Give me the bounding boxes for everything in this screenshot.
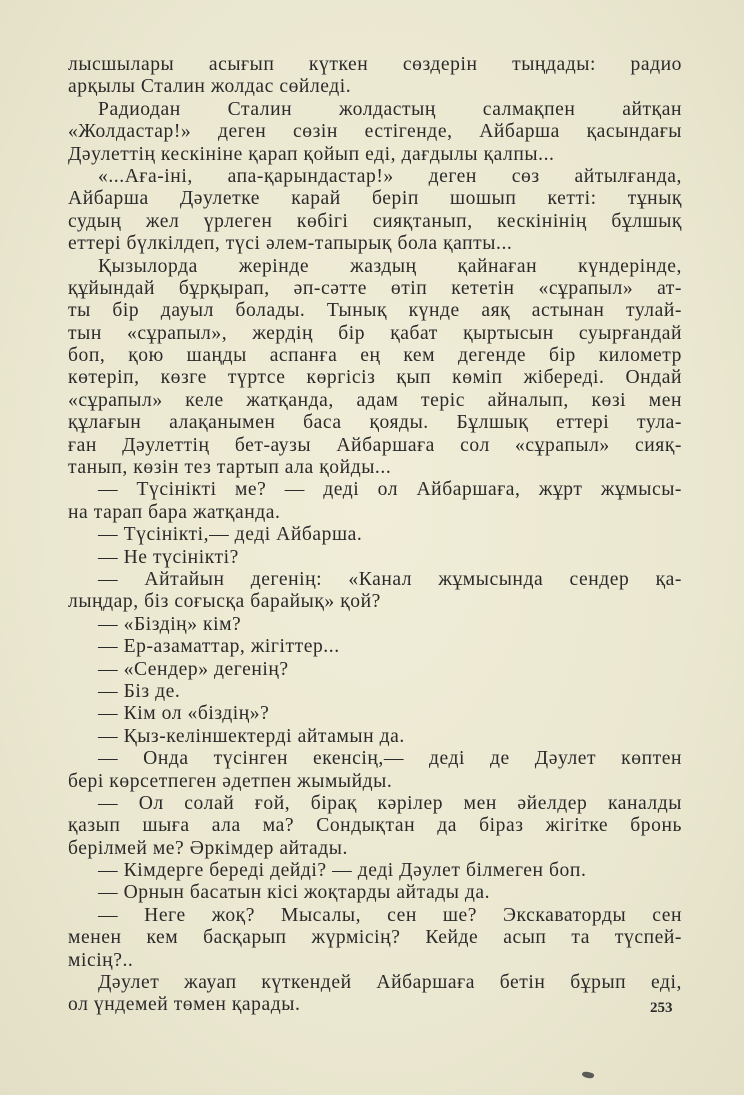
text-line: құйындай бұрқырап, әп-сәтте өтіп кететін «сұрапыл» ат- [68, 277, 682, 299]
text-line: Айбарша Дәулетке карай беріп шошып кетті: тұнық [68, 188, 682, 210]
text-line: танып, көзін тез тартып ала қойды... [68, 457, 392, 479]
text-line: Радиодан Сталин жолдастың салмақпен айтқан [98, 98, 682, 120]
text-line: тын «сұрапыл», жердің бір қабат қыртысын суырғандай [68, 322, 682, 344]
text-line: лыңдар, біз соғысқа барайық» қой? [68, 591, 381, 613]
text-line: ол үндемей төмен қарады. [68, 994, 301, 1016]
text-line: — Біз де. [98, 680, 181, 702]
text-line: — Ол солай ғой, бірақ кәрілер мен әйелдер каналды [98, 792, 682, 814]
text-line: — Түсінікті ме? — деді ол Айбаршаға, жұрт жұмысы- [98, 479, 682, 501]
text-line: — Қыз-келіншектерді айтамын да. [98, 725, 405, 747]
page-number: 253 [650, 1000, 673, 1016]
text-line: берілмей ме? Әркімдер айтады. [68, 837, 348, 859]
ink-smudge [581, 1071, 594, 1080]
text-line: — Ер-азаматтар, жігіттер... [98, 636, 340, 658]
text-line: — «Біздің» кім? [98, 613, 242, 635]
text-line: — Орнын басатын кісі жоқтарды айтады да. [98, 882, 491, 904]
page-text [68, 54, 682, 1017]
text-line: — Неге жоқ? Мысалы, сен ше? Экскаваторды сен [98, 904, 682, 926]
text-line: еттері бүлкілдеп, түсі әлем-тапырық бола қапты... [68, 233, 513, 255]
text-line: — Кім ол «біздің»? [98, 703, 270, 725]
text-line: — Айтайын дегенің: «Канал жұмысында сендер қа- [98, 568, 682, 590]
text-line: лысшылары асығып күткен сөздерін тыңдады: радио [68, 54, 682, 75]
text-line: «сұрапыл» келе жатқанда, адам теріс айналып, көзі мен [68, 389, 682, 411]
text-line: боп, қою шаңды аспанға ең кем дегенде бір километр [68, 345, 682, 367]
text-line: Дәулеттің кескініне қарап қойып еді, дағдылы қалпы... [68, 143, 555, 165]
text-line: судың жел үрлеген көбігі сияқтанып, кескінінің бұлшық [68, 210, 682, 232]
text-line: — Түсінікті,— деді Айбарша. [98, 524, 363, 546]
text-line: құлағын алақанымен баса қояды. Бұлшық еттері тула- [68, 412, 682, 434]
text-line: менен кем басқарып жүрмісің? Кейде асып та түспей- [68, 927, 682, 949]
text-line: «Жолдастар!» деген сөзін естігенде, Айбарша қасындағы [68, 121, 682, 143]
text-line: — Кімдерге береді дейді? — деді Дәулет білмеген боп. [98, 860, 587, 882]
text-line: «...Аға-іні, апа-қарындастар!» деген сөз айтылғанда, [98, 165, 682, 187]
text-line: қазып шыға ала ма? Сондықтан да біраз жігітке бронь [68, 815, 682, 837]
text-line: на тарап бара жатқанда. [68, 501, 281, 523]
text-line: ты бір дауыл болады. Тынық күнде аяқ астынан тулай- [68, 300, 682, 322]
text-line: Қызылорда жерінде жаздың қайнаған күндерінде, [98, 255, 682, 277]
text-line: бері көрсетпеген әдетпен жымыйды. [68, 770, 393, 792]
text-line: көтеріп, көзге түртсе көргісіз қып көміп жібереді. Ондай [68, 367, 682, 389]
text-line: — Онда түсінген екенсің,— деді де Дәулет көптен [98, 748, 682, 770]
text-line: місің?.. [68, 949, 134, 971]
text-line: арқылы Сталин жолдас сөйледі. [68, 76, 352, 98]
text-line: — Не түсінікті? [98, 546, 239, 568]
text-line: — «Сендер» дегенің? [98, 658, 289, 680]
text-line: Дәулет жауап күткендей Айбаршаға бетін бұрып еді, [98, 972, 682, 994]
text-line: ған Дәулеттің бет-аузы Айбаршаға сол «сұрапыл» сияқ- [68, 434, 682, 456]
